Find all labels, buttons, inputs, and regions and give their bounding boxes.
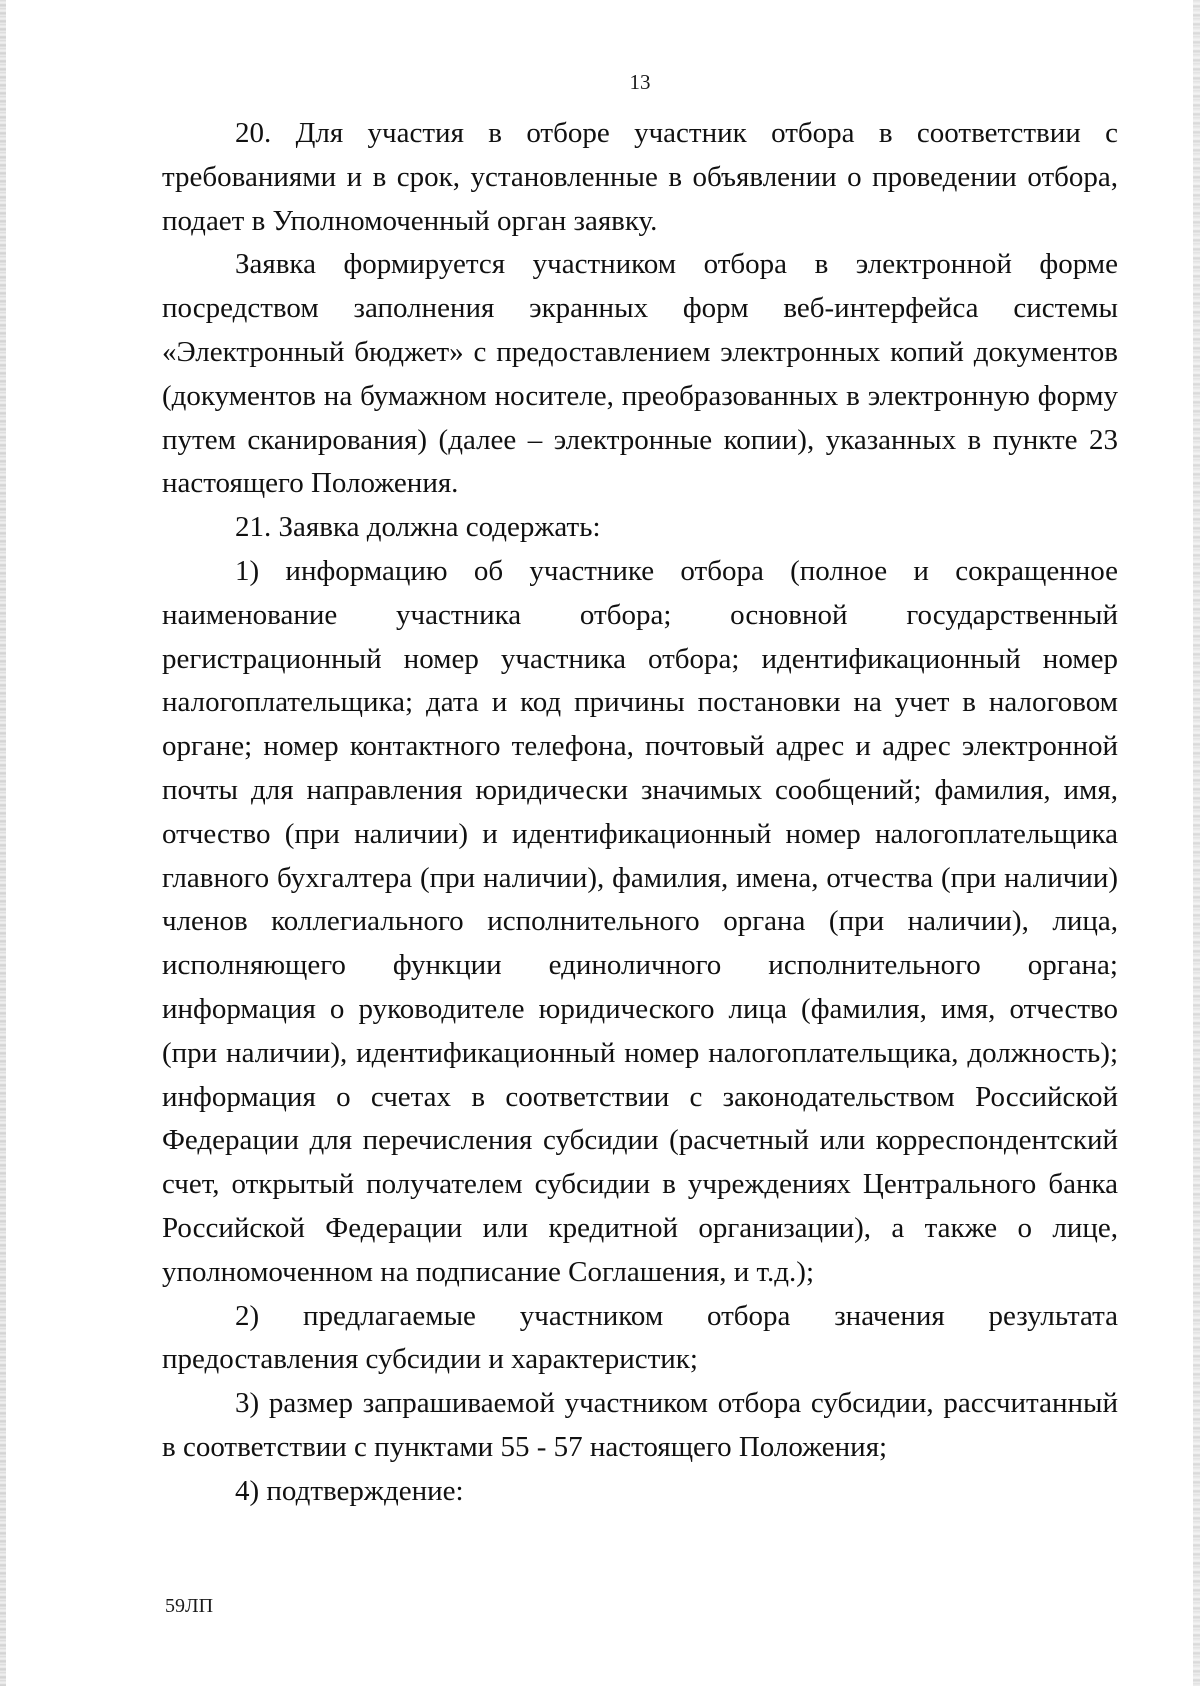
scan-edge-left: [0, 0, 6, 1686]
page-number: 13: [629, 70, 651, 94]
paragraph-20: 20. Для участия в отборе участник отбора в соответствии с требованиями и в срок, установленные в объявлении о проведении отбора, подает в Уполномоченный орган заявку.: [162, 117, 1118, 237]
document-body: [162, 112, 1118, 1514]
footer-document-code: 59ЛП: [165, 1595, 214, 1617]
paragraph-21: 21. Заявка должна содержать:: [235, 511, 601, 544]
scan-edge-right: [1193, 0, 1200, 1686]
list-item-3: 3) размер запрашиваемой участником отбора субсидии, рассчитанный в соответствии с пунктами 55 - 57 настоящего Положения;: [162, 1387, 1118, 1463]
list-item-4: 4) подтверждение:: [235, 1474, 464, 1507]
list-item-2: 2) предлагаемые участником отбора значения результата предоставления субсидии и характеристик;: [162, 1299, 1118, 1376]
list-item-1: 1) информацию об участнике отбора (полное и сокращенное наименование участника отбора; основной государственный регистрационный номер участника отбора; идентификационный номер налогоплательщика; дата и код причины постановки на учет в налоговом органе; номер контактного телефона, почтовый адрес и адрес электронной почты для направления юридически значимых сообщений; фамилия, имя, отчество (при наличии) и идентификационный номер налогоплательщика главного бухгалтера (при наличии), фамилия, имена, отчества (при наличии) членов коллегиального исполнительного органа (при наличии), лица, исполняющего функции единоличного исполнительного органа; информация о руководителе юридического лица (фамилия, имя, отчество (при наличии), идентификационный номер налогоплательщика, должность); информация о счетах в соответствии с законодательством Российской Федерации для перечисления субсидии (расчетный или корреспондентский счет, открытый получателем субсидии в учреждениях Центрального банка Российской Федерации или кредитной организации), а также о лице, уполномоченном на подписание Соглашения, и т.д.);: [162, 554, 1118, 1288]
paragraph-application-form: Заявка формируется участником отбора в электронной форме посредством заполнения экранных форм веб-интерфейса системы «Электронный бюджет» с предоставлением электронных копий документов (документов на бумажном носителе, преобразованных в электронную форму путем сканирования) (далее – электронные копии), указанных в пункте 23 настоящего Положения.: [162, 248, 1118, 500]
